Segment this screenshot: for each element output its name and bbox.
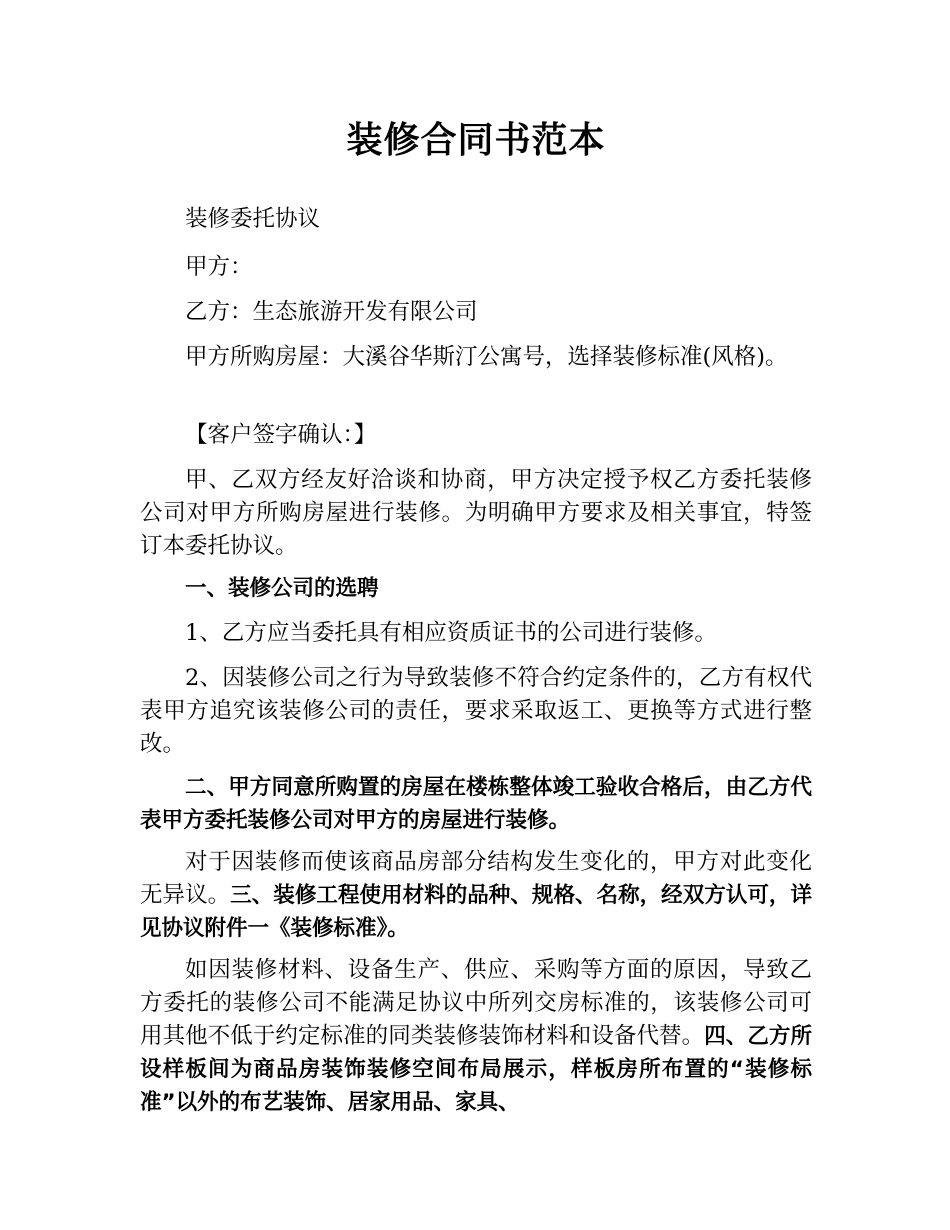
- paragraph-intro: 甲、乙双方经友好洽谈和协商，甲方决定授予权乙方委托装修公司对甲方所购房屋进行装修。为明确甲方要求及相关事宜，特签订本委托协议。: [140, 467, 812, 559]
- paragraph-party-a: 甲方：: [185, 254, 253, 280]
- paragraph-agreement-name: 装修委托协议: [185, 206, 321, 232]
- paragraph-property: 甲方所购房屋：大溪谷华斯汀公寓号，选择装修标准(风格)。: [185, 344, 788, 370]
- heading-section-1: 一、装修公司的选聘: [185, 576, 379, 601]
- heading-section-2: 二、甲方同意所购置的房屋在楼栋整体竣工验收合格后，由乙方代表甲方委托装修公司对甲方的房屋进行装修。: [140, 775, 812, 833]
- document-title: 装修合同书范本: [346, 120, 606, 161]
- structure-change-text: 对于因装修而使该商品房部分结构发生变化的，甲方对此变化无异议。: [140, 849, 812, 908]
- paragraph-structure-change: [140, 846, 812, 945]
- paragraph-clause-2: 2、因装修公司之行为导致装修不符合约定条件的，乙方有权代表甲方追究该装修公司的责任，要求采取返工、更换等方式进行整改。: [140, 665, 812, 757]
- heading-section-3: 三、装修工程使用材料的品种、规格、名称，经双方认可，详见协议附件一《装修标准》。: [140, 883, 812, 941]
- paragraph-material-substitution: [140, 954, 812, 1119]
- paragraph-clause-1: 1、乙方应当委托具有相应资质证书的公司进行装修。: [185, 620, 717, 646]
- heading-section-4: 四、乙方所设样板间为商品房装饰装修空间布局展示，样板房所布置的“装修标准”以外的布艺装饰、居家用品、家具、: [140, 1024, 812, 1115]
- paragraph-signature-confirm: 【客户签字确认：】: [185, 422, 377, 448]
- material-substitution-text: 如因装修材料、设备生产、供应、采购等方面的原因，导致乙方委托的装修公司不能满足协议中所列交房标准的，该装修公司可用其他不低于约定标准的同类装修装饰材料和设备代替。: [140, 957, 812, 1049]
- document-page: [140, 0, 812, 1230]
- paragraph-party-b: 乙方：生态旅游开发有限公司: [185, 299, 478, 325]
